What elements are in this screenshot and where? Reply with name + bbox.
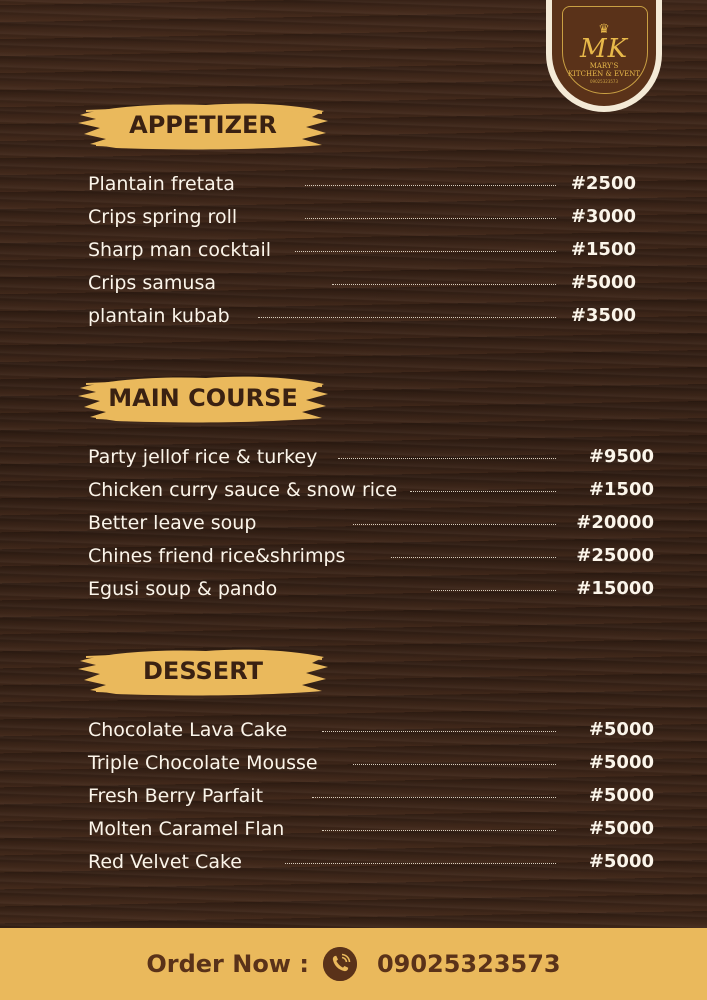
menu-item-name: Triple Chocolate Mousse — [88, 752, 318, 774]
dotted-leader — [312, 797, 556, 798]
brand-name-line2: KITCHEN & EVENT — [567, 70, 641, 78]
menu-item-name: Chines friend rice&shrimps — [88, 545, 346, 567]
menu-item-price: #15000 — [576, 578, 654, 599]
order-footer — [0, 928, 707, 1000]
menu-item-name: plantain kubab — [88, 305, 230, 327]
dotted-leader — [305, 185, 556, 186]
logo-frame — [562, 6, 648, 94]
brand-logo-badge — [552, 0, 656, 106]
menu-item — [88, 847, 658, 877]
menu-item-name: Fresh Berry Parfait — [88, 785, 264, 807]
brand-tagline: 09025323573 — [590, 79, 618, 84]
menu-item — [88, 235, 658, 265]
menu-item-price: #1500 — [588, 479, 654, 500]
menu-item — [88, 169, 658, 199]
menu-item-name: Party jellof rice & turkey — [88, 446, 318, 468]
dotted-leader — [332, 284, 556, 285]
menu-item-name: Red Velvet Cake — [88, 851, 242, 873]
menu-item-name: Crips samusa — [88, 272, 216, 294]
menu-item — [88, 814, 658, 844]
dotted-leader — [295, 251, 556, 252]
order-label: Order Now : — [146, 950, 309, 978]
dotted-leader — [410, 491, 556, 492]
menu-item — [88, 202, 658, 232]
dotted-leader — [353, 764, 556, 765]
menu-item — [88, 748, 658, 778]
menu-item-price: #5000 — [588, 785, 654, 806]
dotted-leader — [391, 557, 556, 558]
menu-item — [88, 301, 658, 331]
dotted-leader — [305, 218, 556, 219]
section-heading-appetizer — [76, 97, 330, 153]
menu-item — [88, 475, 658, 505]
menu-item — [88, 268, 658, 298]
menu-item-name: Molten Caramel Flan — [88, 818, 285, 840]
menu-item-price: #5000 — [588, 851, 654, 872]
menu-item-price: #9500 — [588, 446, 654, 467]
menu-item-price: #25000 — [576, 545, 654, 566]
menu-item-price: #5000 — [588, 752, 654, 773]
dotted-leader — [258, 317, 556, 318]
section-title: DESSERT — [143, 657, 263, 685]
menu-item-name: Chocolate Lava Cake — [88, 719, 288, 741]
crown-icon: ♛ — [598, 22, 610, 37]
menu-item — [88, 442, 658, 472]
dotted-leader — [338, 458, 556, 459]
section-heading-dessert — [76, 643, 330, 699]
dotted-leader — [431, 590, 556, 591]
menu-item-name: Crips spring roll — [88, 206, 238, 228]
menu-item-price: #3500 — [570, 305, 636, 326]
menu-item-name: Better leave soup — [88, 512, 257, 534]
menu-item-price: #3000 — [570, 206, 636, 227]
menu-item-name: Sharp man cocktail — [88, 239, 272, 261]
menu-item-price: #20000 — [576, 512, 654, 533]
section-title: APPETIZER — [129, 111, 277, 139]
menu-item-price: #1500 — [570, 239, 636, 260]
menu-item — [88, 508, 658, 538]
menu-item — [88, 715, 658, 745]
menu-item-name: Chicken curry sauce & snow rice — [88, 479, 398, 501]
menu-item — [88, 541, 658, 571]
dotted-leader — [322, 731, 556, 732]
menu-item — [88, 781, 658, 811]
section-title: MAIN COURSE — [108, 384, 298, 412]
brand-name-line1: MARY'S — [589, 62, 619, 70]
dotted-leader — [353, 524, 556, 525]
menu-item-price: #5000 — [588, 818, 654, 839]
order-phone-number[interactable]: 09025323573 — [376, 950, 561, 978]
menu-item-price: #5000 — [588, 719, 654, 740]
dotted-leader — [285, 863, 556, 864]
brand-monogram: MK — [579, 34, 629, 64]
section-heading-main-course — [76, 370, 330, 426]
brand-logo — [546, 0, 662, 112]
menu-item-price: #5000 — [570, 272, 636, 293]
dotted-leader — [322, 830, 556, 831]
phone-icon — [323, 947, 357, 981]
menu-item — [88, 574, 658, 604]
menu-item-name: Egusi soup & pando — [88, 578, 278, 600]
menu-item-price: #2500 — [570, 173, 636, 194]
menu-item-name: Plantain fretata — [88, 173, 235, 195]
